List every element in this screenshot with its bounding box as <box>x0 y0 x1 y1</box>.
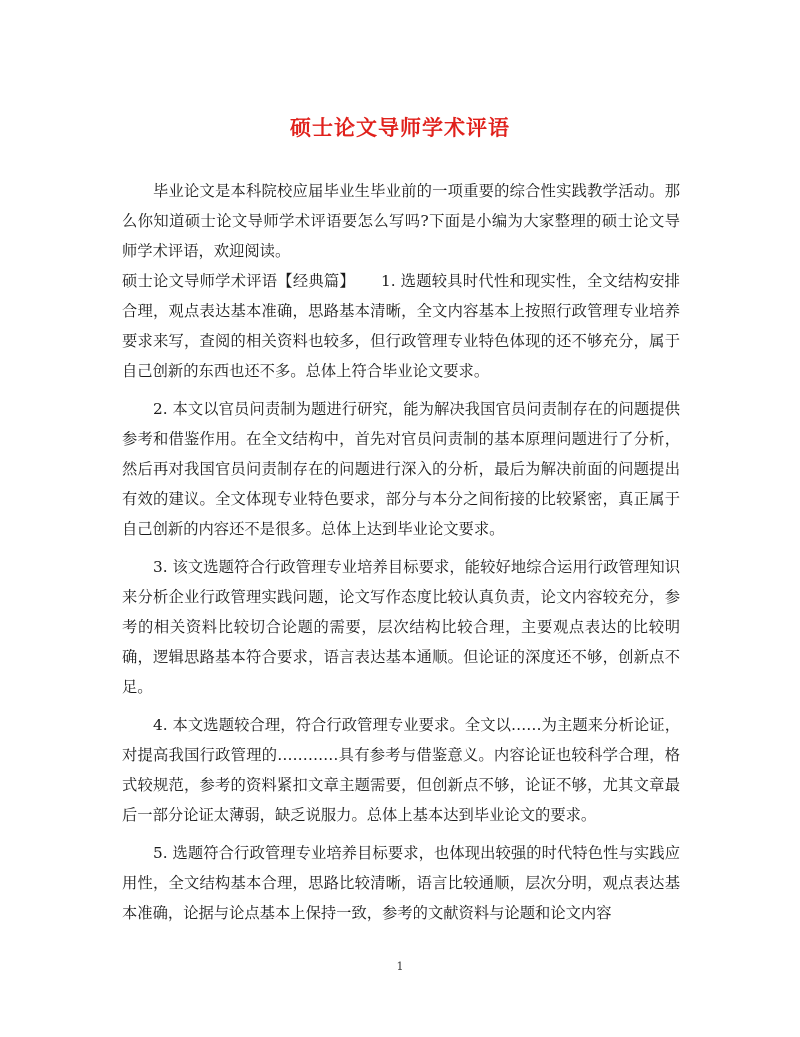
section-paragraph-1 <box>122 266 680 386</box>
section-heading: 硕士论文导师学术评语【经典篇】 <box>122 272 355 290</box>
paragraph-5: 5. 选题符合行政管理专业培养目标要求，也体现出较强的时代特色性与实践应用性，全文结构基本合理，思路比较清晰，语言比较通顺，层次分明，观点表达基本准确，论据与论点基本上保持一致，参考的文献资料与论题和论文内容 <box>122 844 680 922</box>
document-title: 硕士论文导师学术评语 <box>290 116 510 140</box>
page-number: 1 <box>396 960 404 973</box>
intro-paragraph: 毕业论文是本科院校应届毕业生毕业前的一项重要的综合性实践教学活动。那么你知道硕士论文导师学术评语要怎么写吗?下面是小编为大家整理的硕士论文导师学术评语，欢迎阅读。 <box>122 182 680 260</box>
document-body <box>122 176 680 928</box>
paragraph-4: 4. 本文选题较合理，符合行政管理专业要求。全文以……为主题来分析论证，对提高我国行政管理的…………具有参考与借鉴意义。内容论证也较科学合理，格式较规范，参考的资料紧扣文章主题需要，但创新点不够，论证不够，尤其文章最后一部分论证太薄弱，缺乏说服力。总体上基本达到毕业论文的要求。 <box>122 716 680 824</box>
paragraph-1-text: 1. 选题较具时代性和现实性，全文结构安排合理，观点表达基本准确，思路基本清晰，全文内容基本上按照行政管理专业培养要求来写，查阅的相关资料也较多，但行政管理专业特色体现的还不够充分，属于自己创新的东西也还不多。总体上符合毕业论文要求。 <box>122 272 680 380</box>
paragraph-2: 2. 本文以官员问责制为题进行研究，能为解决我国官员问责制存在的问题提供参考和借鉴作用。在全文结构中，首先对官员问责制的基本原理问题进行了分析，然后再对我国官员问责制存在的问题进行深入的分析，最后为解决前面的问题提出有效的建议。全文体现专业特色要求，部分与本分之间衔接的比较紧密，真正属于自己创新的内容还不是很多。总体上达到毕业论文要求。 <box>122 400 680 538</box>
paragraph-3: 3. 该文选题符合行政管理专业培养目标要求，能较好地综合运用行政管理知识来分析企业行政管理实践问题，论文写作态度比较认真负责，论文内容较充分，参考的相关资料比较切合论题的需要，层次结构比较合理，主要观点表达的比较明确，逻辑思路基本符合要求，语言表达基本通顺。但论证的深度还不够，创新点不足。 <box>122 558 680 696</box>
